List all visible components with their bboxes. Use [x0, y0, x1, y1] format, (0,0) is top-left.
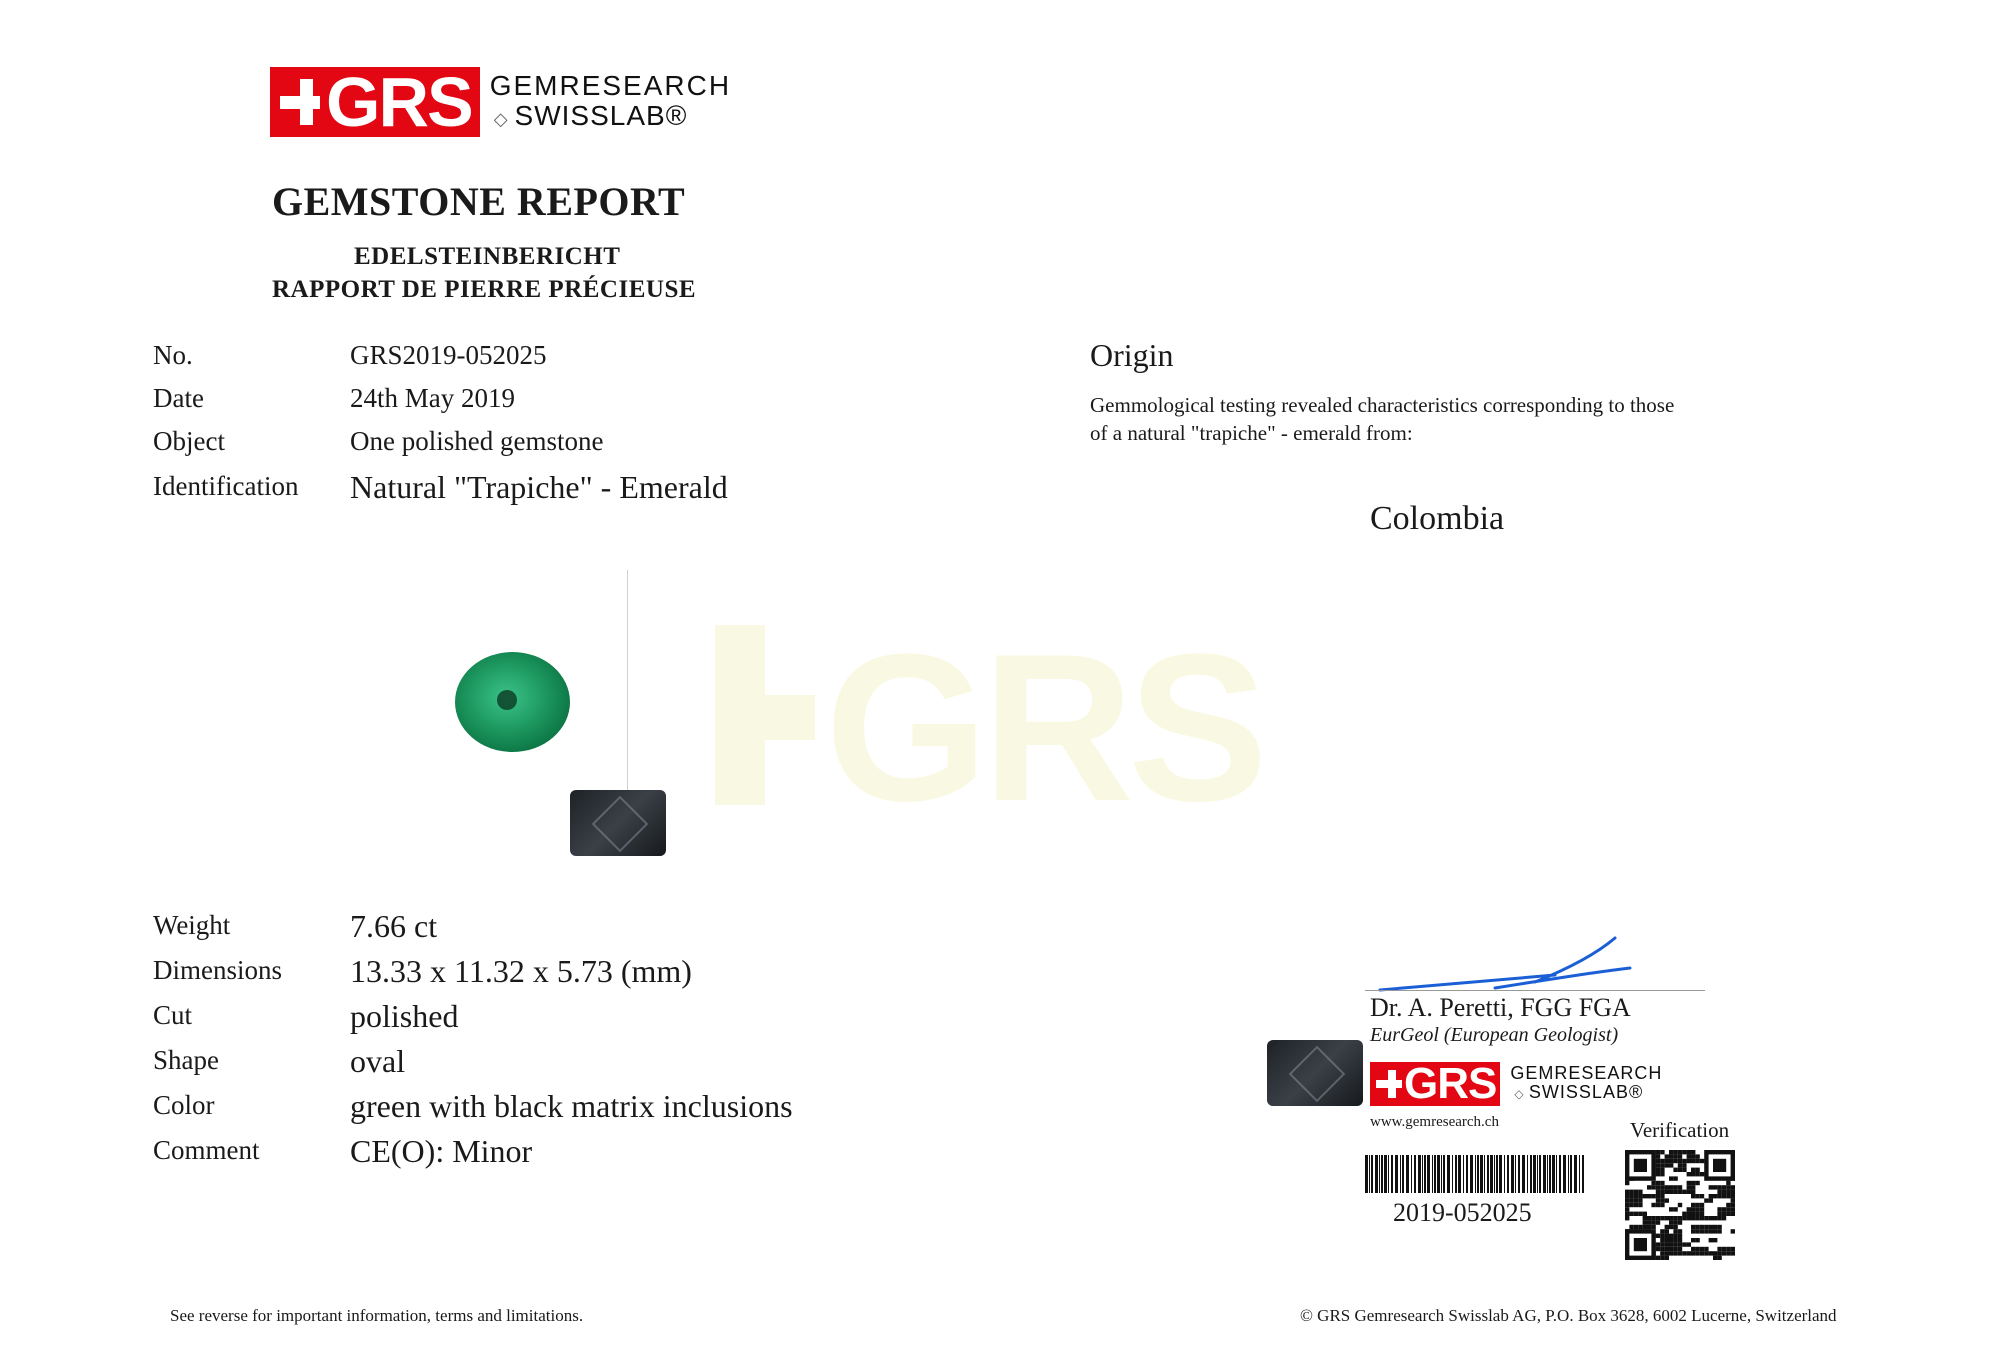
- logo-text-small: GRS: [1404, 1059, 1497, 1108]
- value-object: One polished gemstone: [350, 426, 604, 456]
- footer-copyright: © GRS Gemresearch Swisslab AG, P.O. Box 3628, 6002 Lucerne, Switzerland: [1300, 1306, 1837, 1325]
- label-date: Date: [153, 383, 204, 413]
- value-comment: CE(O): Minor: [350, 1133, 533, 1169]
- svg-text:GRS: GRS: [825, 610, 1263, 835]
- value-dimensions: 13.33 x 11.32 x 5.73 (mm): [350, 953, 692, 989]
- verification-qr-code[interactable]: [1625, 1150, 1735, 1260]
- hologram-seal: [570, 790, 666, 856]
- footer-disclaimer: See reverse for important information, terms and limitations.: [170, 1306, 584, 1325]
- swiss-cross-icon: [1370, 1062, 1404, 1106]
- origin-text: [1090, 391, 1810, 447]
- photo-divider: [627, 570, 628, 790]
- diamond-icon: ◇: [493, 108, 515, 129]
- value-date: 24th May 2019: [350, 383, 515, 413]
- grs-watermark: [715, 595, 1295, 835]
- value-no: GRS2019-052025: [350, 340, 547, 370]
- grs-logo-small: [1370, 1059, 1663, 1108]
- swiss-cross-icon: [270, 67, 326, 137]
- label-shape: Shape: [153, 1045, 219, 1075]
- barcode: [1365, 1155, 1585, 1193]
- label-cut: Cut: [153, 1000, 193, 1030]
- brand-line1: GEMRESEARCH: [489, 69, 732, 101]
- label-identification: Identification: [153, 471, 299, 501]
- label-weight: Weight: [153, 910, 231, 940]
- origin-text-line2: of a natural "trapiche" - emerald from:: [1090, 421, 1413, 445]
- signature-line: [1365, 990, 1705, 991]
- signatory-title: EurGeol (European Geologist): [1370, 1024, 1619, 1046]
- value-shape: oval: [350, 1043, 406, 1079]
- hologram-seal-small: [1267, 1040, 1363, 1106]
- trapiche-center: [497, 690, 517, 710]
- website: www.gemresearch.ch: [1370, 1114, 1499, 1130]
- value-cut: polished: [350, 998, 459, 1034]
- origin-country: Colombia: [1370, 500, 1505, 537]
- value-weight: 7.66 ct: [350, 908, 438, 944]
- value-identification: Natural "Trapiche" - Emerald: [350, 469, 728, 505]
- value-color: green with black matrix inclusions: [350, 1088, 793, 1124]
- label-color: Color: [153, 1090, 215, 1120]
- signatory-name: Dr. A. Peretti, FGG FGA: [1370, 993, 1631, 1022]
- report-subtitle-de: EDELSTEINBERICHT: [354, 243, 621, 270]
- brand-line2: SWISSLAB®: [514, 99, 688, 131]
- brand-line2-small: SWISSLAB®: [1528, 1082, 1644, 1102]
- brand-line1-small: GEMRESEARCH: [1510, 1063, 1663, 1083]
- origin-text-line1: Gemmological testing revealed characteristics corresponding to those: [1090, 393, 1675, 417]
- verification-label: Verification: [1630, 1118, 1730, 1142]
- logo-text: GRS: [326, 63, 472, 141]
- label-object: Object: [153, 426, 225, 456]
- barcode-number: 2019-052025: [1393, 1198, 1532, 1227]
- diamond-icon: ◇: [1514, 1087, 1529, 1101]
- label-comment: Comment: [153, 1135, 260, 1165]
- label-no: No.: [153, 340, 193, 370]
- report-subtitle-fr: RAPPORT DE PIERRE PRÉCIEUSE: [272, 276, 697, 303]
- origin-heading: Origin: [1090, 337, 1174, 373]
- grs-logo: [270, 63, 732, 141]
- report-title: GEMSTONE REPORT: [272, 179, 686, 224]
- label-dimensions: Dimensions: [153, 955, 283, 985]
